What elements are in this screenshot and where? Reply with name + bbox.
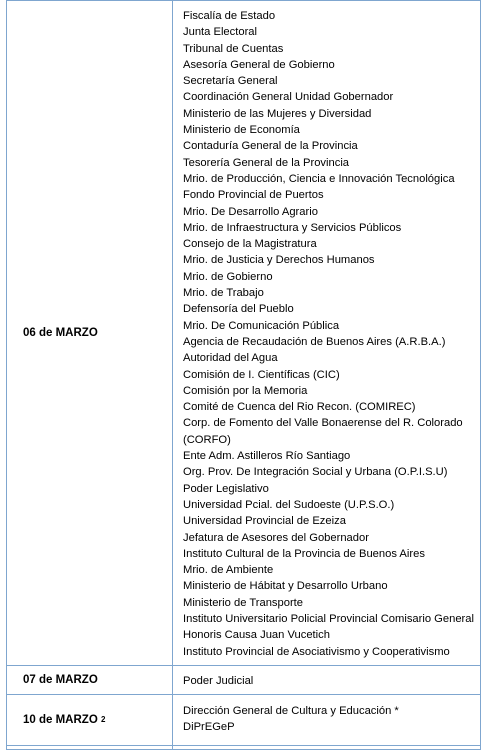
list-item: Universidad Provincial de Ezeiza: [183, 515, 346, 528]
list-item: Consejo de la Magistratura: [183, 238, 317, 251]
list-item: Mrio. de Justicia y Derechos Humanos: [183, 254, 375, 267]
list-item: Agencia de Recaudación de Buenos Aires (A.R.B.A.): [183, 335, 446, 348]
agency-list: [183, 703, 478, 736]
list-item: Comité de Cuenca del Rio Recon. (COMIREC): [183, 401, 416, 414]
list-item: Mrio. De Desarrollo Agrario: [183, 205, 318, 218]
list-item: Jefatura de Asesores del Gobernador: [183, 531, 369, 544]
list-item: Poder Legislativo: [183, 482, 269, 495]
footnote-marker: 2: [100, 714, 106, 724]
list-item: Mrio. de Producción, Ciencia e Innovación Tecnológica: [183, 172, 455, 185]
list-item: Autoridad del Agua: [183, 352, 278, 365]
list-item: Fondo Provincial de Puertos: [183, 189, 324, 202]
row-date-label: 07 de MARZO: [23, 674, 98, 686]
list-item: Defensoría del Pueblo: [183, 303, 294, 316]
list-item: Universidad Pcial. del Sudoeste (U.P.S.O.): [183, 498, 395, 511]
list-item: Mrio. de Ambiente: [183, 564, 274, 577]
list-item: Coordinación General Unidad Gobernador: [183, 91, 394, 104]
list-item: Tribunal de Cuentas: [183, 42, 284, 55]
row-date-label: 06 de MARZO: [23, 326, 98, 339]
schedule-table: [6, 0, 481, 750]
list-item: Instituto Cultural de la Provincia de Buenos Aires: [183, 547, 425, 560]
list-item: Ministerio de las Mujeres y Diversidad: [183, 107, 372, 120]
list-item: Mrio. de Gobierno: [183, 270, 273, 283]
list-item: Ministerio de Economía: [183, 124, 300, 137]
agency-list: [183, 8, 478, 660]
list-item: Comisión por la Memoria: [183, 384, 308, 397]
list-item: Poder Judicial: [183, 675, 254, 687]
list-item: Ministerio de Transporte: [183, 596, 304, 609]
table-bottom-border: [7, 745, 480, 746]
list-item: Comisión de I. Científicas (CIC): [183, 368, 340, 381]
list-item: Junta Electoral: [183, 26, 258, 39]
list-item: Secretaría General: [183, 75, 278, 88]
list-item: Mrio. de Trabajo: [183, 287, 264, 300]
list-item: Fiscalía de Estado: [183, 10, 276, 22]
agency-list: [183, 673, 478, 689]
row-date: [7, 695, 172, 745]
list-item: Dirección General de Cultura y Educación *: [183, 705, 399, 717]
row-date: [7, 0, 172, 665]
list-item: Mrio. De Comunicación Pública: [183, 319, 340, 332]
list-item: Instituto Provincial de Asociativismo y Cooperativismo: [183, 645, 450, 658]
list-item: Ministerio de Hábitat y Desarrollo Urbano: [183, 580, 388, 593]
list-item: Contaduría General de la Provincia: [183, 140, 358, 153]
column-divider: [172, 0, 173, 750]
row-date: [7, 666, 172, 694]
list-item: Instituto Universitario Policial Provincial Comisario General: [183, 612, 474, 625]
list-item: Mrio. de Infraestructura y Servicios Públicos: [183, 221, 402, 234]
list-item: Tesorería General de la Provincia: [183, 156, 350, 169]
list-item: Asesoría General de Gobierno: [183, 58, 335, 71]
list-item: Ente Adm. Astilleros Río Santiago: [183, 450, 351, 463]
list-item: Honoris Causa Juan Vucetich: [183, 629, 330, 642]
list-item: Corp. de Fomento del Valle Bonaerense del R. Colorado (CORFO): [183, 417, 463, 446]
list-item: Org. Prov. De Integración Social y Urbana (O.P.I.S.U): [183, 466, 448, 479]
row-date-label: 10 de MARZO: [23, 714, 98, 726]
list-item: DiPrEGeP: [183, 721, 235, 734]
